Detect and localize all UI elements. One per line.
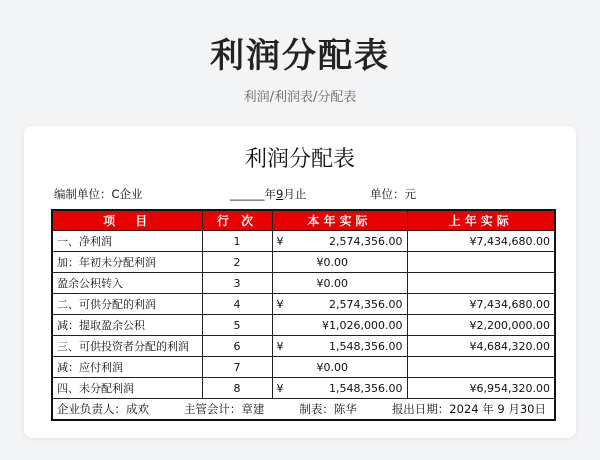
- row-line-number: 7: [202, 357, 272, 378]
- current-year-value: ¥0.00: [316, 255, 348, 269]
- row-item: 盈余公积转入: [52, 273, 202, 294]
- row-current-year: [272, 315, 407, 336]
- current-year-value: 1,548,356.00: [329, 339, 403, 353]
- current-year-value: ¥0.00: [316, 276, 348, 290]
- row-line-number: 8: [202, 378, 272, 399]
- table-footer-row: [52, 399, 555, 421]
- responsible-person: 企业负责人：成欢: [57, 402, 149, 416]
- sheet-title: 利润分配表: [244, 147, 355, 172]
- table-row: [52, 294, 555, 315]
- page-subtitle: 利润/利润表/分配表: [243, 90, 357, 105]
- row-line-number: 2: [202, 252, 272, 273]
- currency-symbol: ¥: [276, 234, 284, 248]
- table-row: [52, 231, 555, 252]
- row-item: 二、可供分配的利润: [52, 294, 202, 315]
- row-line-number: 1: [202, 231, 272, 252]
- row-item: 四、未分配利润: [52, 378, 202, 399]
- report-date: 报出日期：2024 年 9 月30日: [391, 402, 546, 416]
- row-current-year: [272, 273, 407, 294]
- currency-label: 单位：元: [370, 187, 416, 201]
- row-item: 一、净利润: [52, 231, 202, 252]
- column-header-line: 行 次: [202, 210, 272, 231]
- row-line-number: 6: [202, 336, 272, 357]
- chief-accountant: 主管会计：章建: [183, 402, 265, 416]
- row-current-year: [272, 336, 407, 357]
- report-card: [24, 126, 576, 438]
- date-suffix: 月止: [283, 187, 307, 201]
- table-row: [52, 252, 555, 273]
- table-header-row: [52, 210, 555, 231]
- currency-symbol: ¥: [276, 297, 284, 311]
- column-header-previous-year: 上年实际: [407, 210, 555, 231]
- row-previous-year: ¥6,954,320.00: [407, 378, 555, 399]
- table-row: [52, 378, 555, 399]
- current-year-value: 1,548,356.00: [329, 381, 403, 395]
- period-label: [230, 186, 306, 202]
- row-previous-year: [407, 357, 555, 378]
- row-item: 减：应付利润: [52, 357, 202, 378]
- table-row: [52, 357, 555, 378]
- page-title: 利润分配表: [210, 36, 390, 76]
- profit-distribution-table: [51, 209, 556, 421]
- row-previous-year: ¥7,434,680.00: [407, 294, 555, 315]
- table-row: [52, 336, 555, 357]
- row-item: 三、可供投资者分配的利润: [52, 336, 202, 357]
- current-year-value: 2,574,356.00: [329, 297, 403, 311]
- current-year-value: ¥0.00: [316, 360, 348, 374]
- row-item: 减：提取盈余公积: [52, 315, 202, 336]
- currency-symbol: ¥: [276, 381, 284, 395]
- row-line-number: 5: [202, 315, 272, 336]
- row-current-year: [272, 252, 407, 273]
- date-prefix: ______年: [230, 187, 276, 201]
- row-previous-year: ¥7,434,680.00: [407, 231, 555, 252]
- row-previous-year: [407, 252, 555, 273]
- row-line-number: 3: [202, 273, 272, 294]
- current-year-value: ¥1,026,000.00: [322, 318, 403, 332]
- row-previous-year: [407, 273, 555, 294]
- column-header-current-year: 本年实际: [272, 210, 407, 231]
- unit-label: 编制单位：C企业: [54, 187, 143, 201]
- row-current-year: [272, 357, 407, 378]
- row-previous-year: ¥2,200,000.00: [407, 315, 555, 336]
- date-month: 9: [276, 187, 284, 201]
- row-current-year: [272, 294, 407, 315]
- row-item: 加：年初未分配利润: [52, 252, 202, 273]
- row-current-year: [272, 378, 407, 399]
- currency-symbol: ¥: [276, 339, 284, 353]
- row-previous-year: ¥4,684,320.00: [407, 336, 555, 357]
- preparer: 制表：陈华: [299, 402, 357, 416]
- table-row: [52, 315, 555, 336]
- current-year-value: 2,574,356.00: [329, 234, 403, 248]
- row-line-number: 4: [202, 294, 272, 315]
- column-header-item: 项 目: [52, 210, 202, 231]
- table-row: [52, 273, 555, 294]
- row-current-year: [272, 231, 407, 252]
